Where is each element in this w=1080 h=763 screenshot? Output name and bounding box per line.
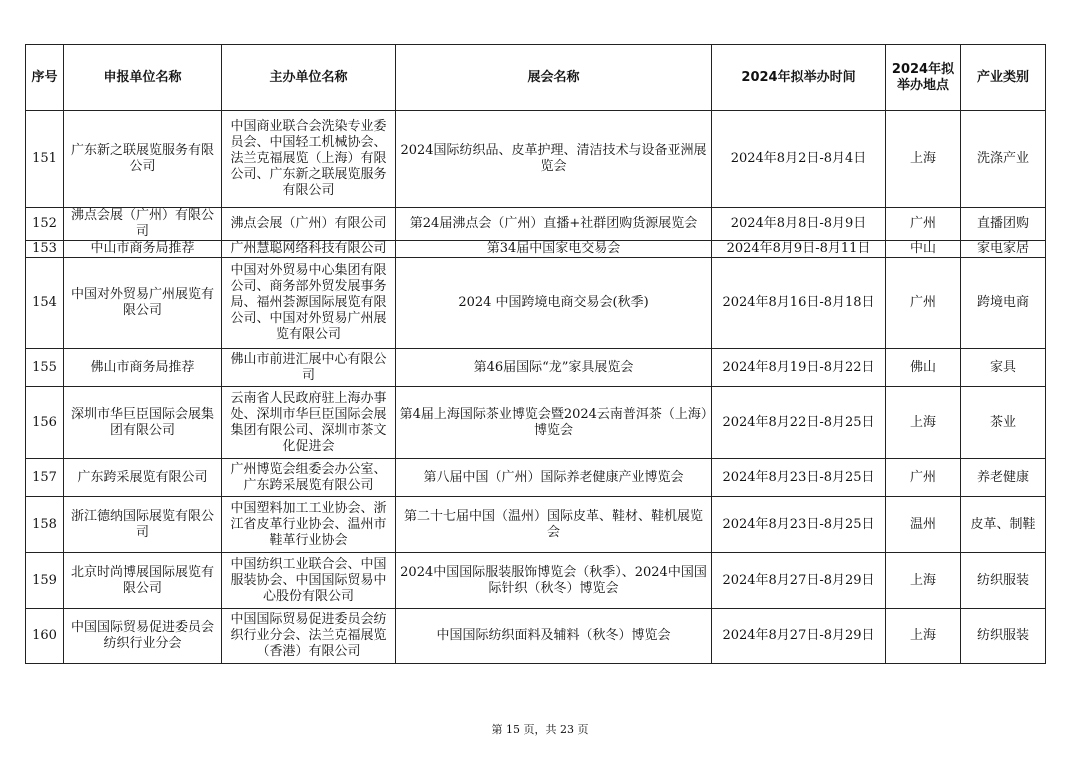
- cell-exhibition: 第24届沸点会（广州）直播+社群团购货源展览会: [396, 208, 712, 241]
- cell-no: 153: [26, 241, 64, 258]
- cell-exhibition: 第34届中国家电交易会: [396, 241, 712, 258]
- cell-place: 广州: [886, 208, 961, 241]
- cell-applicant: 中国国际贸易促进委员会纺织行业分会: [64, 609, 222, 664]
- cell-time: 2024年8月23日-8月25日: [712, 497, 886, 553]
- cell-exhibition: 第4届上海国际茶业博览会暨2024云南普洱茶（上海）博览会: [396, 387, 712, 459]
- cell-organizer: 中国对外贸易中心集团有限公司、商务部外贸发展事务局、福州荟源国际展览有限公司、中国对外贸易广州展览有限公司: [222, 258, 396, 349]
- cell-organizer: 中国纺织工业联合会、中国服装协会、中国国际贸易中心股份有限公司: [222, 553, 396, 609]
- cell-time: 2024年8月16日-8月18日: [712, 258, 886, 349]
- page-footer: 第 15 页，共 23 页: [491, 723, 589, 736]
- table-row: [26, 349, 1046, 387]
- cell-time: 2024年8月2日-8月4日: [712, 111, 886, 208]
- cell-exhibition: 第46届国际“龙”家具展览会: [396, 349, 712, 387]
- cell-organizer: 中国塑料加工工业协会、浙江省皮革行业协会、温州市鞋革行业协会: [222, 497, 396, 553]
- cell-exhibition: 中国国际纺织面料及辅料（秋冬）博览会: [396, 609, 712, 664]
- cell-category: 皮革、制鞋: [961, 497, 1046, 553]
- header-category: 产业类别: [961, 45, 1046, 111]
- cell-time: 2024年8月8日-8月9日: [712, 208, 886, 241]
- cell-applicant: 广东新之联展览服务有限公司: [64, 111, 222, 208]
- cell-organizer: 广州博览会组委会办公室、广东跨采展览有限公司: [222, 459, 396, 497]
- cell-applicant: 中山市商务局推荐: [64, 241, 222, 258]
- table-row: [26, 609, 1046, 664]
- cell-place: 佛山: [886, 349, 961, 387]
- table-row: [26, 459, 1046, 497]
- cell-no: 159: [26, 553, 64, 609]
- cell-time: 2024年8月19日-8月22日: [712, 349, 886, 387]
- cell-no: 152: [26, 208, 64, 241]
- cell-applicant: 广东跨采展览有限公司: [64, 459, 222, 497]
- table-header-row: [26, 45, 1046, 111]
- cell-no: 160: [26, 609, 64, 664]
- header-applicant: 申报单位名称: [64, 45, 222, 111]
- cell-time: 2024年8月27日-8月29日: [712, 609, 886, 664]
- header-no: 序号: [26, 45, 64, 111]
- table-row: [26, 258, 1046, 349]
- cell-organizer: 云南省人民政府驻上海办事处、深圳市华巨臣国际会展集团有限公司、深圳市茶文化促进会: [222, 387, 396, 459]
- cell-category: 茶业: [961, 387, 1046, 459]
- table-row: [26, 208, 1046, 241]
- cell-no: 151: [26, 111, 64, 208]
- table-row: [26, 553, 1046, 609]
- cell-no: 157: [26, 459, 64, 497]
- cell-applicant: 北京时尚博展国际展览有限公司: [64, 553, 222, 609]
- cell-organizer: 佛山市前进汇展中心有限公司: [222, 349, 396, 387]
- header-time: 2024年拟举办时间: [712, 45, 886, 111]
- cell-category: 纺织服装: [961, 609, 1046, 664]
- cell-applicant: 深圳市华巨臣国际会展集团有限公司: [64, 387, 222, 459]
- cell-place: 广州: [886, 258, 961, 349]
- exhibition-table: [25, 44, 1046, 664]
- table-row: [26, 497, 1046, 553]
- cell-applicant: 佛山市商务局推荐: [64, 349, 222, 387]
- cell-time: 2024年8月9日-8月11日: [712, 241, 886, 258]
- cell-place: 上海: [886, 387, 961, 459]
- cell-applicant: 中国对外贸易广州展览有限公司: [64, 258, 222, 349]
- cell-place: 广州: [886, 459, 961, 497]
- cell-applicant: 沸点会展（广州）有限公司: [64, 208, 222, 241]
- cell-organizer: 沸点会展（广州）有限公司: [222, 208, 396, 241]
- cell-category: 直播团购: [961, 208, 1046, 241]
- cell-category: 家电家居: [961, 241, 1046, 258]
- cell-exhibition: 2024 中国跨境电商交易会(秋季): [396, 258, 712, 349]
- table-row: [26, 241, 1046, 258]
- cell-applicant: 浙江德纳国际展览有限公司: [64, 497, 222, 553]
- cell-category: 纺织服装: [961, 553, 1046, 609]
- cell-exhibition: 第二十七届中国（温州）国际皮革、鞋材、鞋机展览会: [396, 497, 712, 553]
- cell-place: 上海: [886, 553, 961, 609]
- cell-category: 洗涤产业: [961, 111, 1046, 208]
- cell-exhibition: 第八届中国（广州）国际养老健康产业博览会: [396, 459, 712, 497]
- cell-time: 2024年8月22日-8月25日: [712, 387, 886, 459]
- cell-no: 156: [26, 387, 64, 459]
- header-place: 2024年拟举办地点: [886, 45, 961, 111]
- cell-organizer: 广州慧聪网络科技有限公司: [222, 241, 396, 258]
- cell-place: 中山: [886, 241, 961, 258]
- cell-category: 跨境电商: [961, 258, 1046, 349]
- table-row: [26, 111, 1046, 208]
- cell-place: 上海: [886, 111, 961, 208]
- cell-organizer: 中国商业联合会洗染专业委员会、中国轻工机械协会、法兰克福展览（上海）有限公司、广东新之联展览服务有限公司: [222, 111, 396, 208]
- cell-organizer: 中国国际贸易促进委员会纺织行业分会、法兰克福展览（香港）有限公司: [222, 609, 396, 664]
- cell-category: 家具: [961, 349, 1046, 387]
- cell-time: 2024年8月23日-8月25日: [712, 459, 886, 497]
- cell-no: 155: [26, 349, 64, 387]
- table-row: [26, 387, 1046, 459]
- header-organizer: 主办单位名称: [222, 45, 396, 111]
- cell-time: 2024年8月27日-8月29日: [712, 553, 886, 609]
- cell-place: 上海: [886, 609, 961, 664]
- cell-category: 养老健康: [961, 459, 1046, 497]
- cell-place: 温州: [886, 497, 961, 553]
- header-exhibition: 展会名称: [396, 45, 712, 111]
- cell-no: 154: [26, 258, 64, 349]
- cell-exhibition: 2024中国国际服装服饰博览会（秋季）、2024中国国际针织（秋冬）博览会: [396, 553, 712, 609]
- cell-exhibition: 2024国际纺织品、皮革护理、清洁技术与设备亚洲展览会: [396, 111, 712, 208]
- cell-no: 158: [26, 497, 64, 553]
